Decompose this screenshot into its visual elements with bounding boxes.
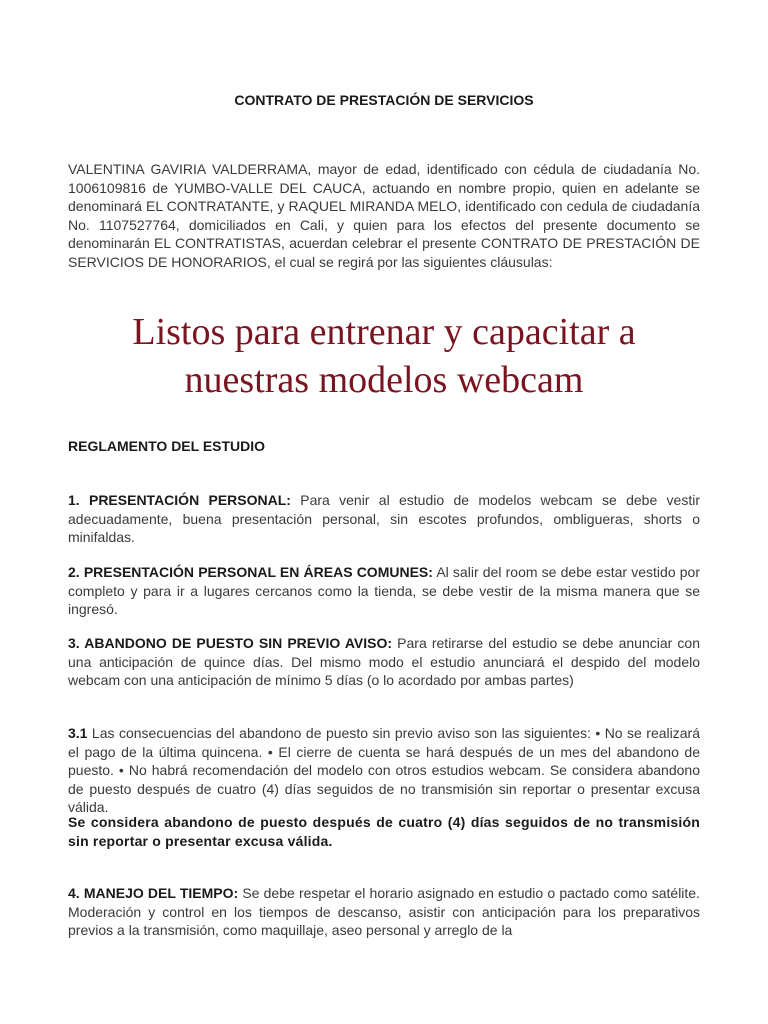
clause-4	[68, 884, 700, 940]
clause-3-label: 3. ABANDONO DE PUESTO SIN PREVIO AVISO:	[68, 635, 393, 651]
clause-2	[68, 563, 700, 619]
banner-line-2: nuestras modelos webcam	[184, 359, 584, 401]
clause-3-1-label: 3.1	[68, 725, 88, 741]
clause-4-text: Se debe respetar el horario asignado en estudio o pactado como satélite. Moderación y control en los tiempos de descanso, asistir con anticipación para los preparativos previos a la transmisión, como maquillaje, aseo personal y arreglo de la	[68, 885, 700, 938]
intro-paragraph: VALENTINA GAVIRIA VALDERRAMA, mayor de edad, identificado con cédula de ciudadanía No. 1006109816 de YUMBO-VALLE DEL CAUCA, actuando en nombre propio, quien en adelante se denominará EL CONTRATANTE, y RAQUEL MIRANDA MELO, identificado con cedula de ciudadanía No. 1107527764, domiciliados en Cali, y quien para los efectos del presente documento se denominarán EL CONTRATISTAS, acuerdan celebrar el presente CONTRATO DE PRESTACIÓN DE SERVICIOS DE HONORARIOS, el cual se regirá por las siguientes cláusulas:	[68, 161, 700, 270]
clause-1-label: 1. PRESENTACIÓN PERSONAL:	[68, 492, 291, 508]
clause-2-label: 2. PRESENTACIÓN PERSONAL EN ÁREAS COMUNES:	[68, 564, 433, 580]
banner-line-1: Listos para entrenar y capacitar a	[132, 311, 636, 353]
clause-2-text: Al salir del room se debe estar vestido por completo y para ir a lugares cercanos como la tienda, se debe vestir de la misma manera que se ingresó.	[68, 564, 701, 617]
clause-3-1-bold-note: Se considera abandono de puesto después de cuatro (4) días seguidos de no transmisión sin reportar o presentar excusa válida.	[68, 814, 700, 849]
section-heading: REGLAMENTO DEL ESTUDIO	[68, 438, 266, 454]
clause-3-text: Para retirarse del estudio se debe anunciar con una anticipación de quince días. Del mismo modo el estudio anunciará el despido del modelo webcam con una anticipación de mínimo 5 días (o lo acordado por ambas partes)	[68, 635, 700, 688]
clause-1	[68, 491, 700, 547]
clause-3-1	[68, 724, 700, 817]
clause-3-1-text: Las consecuencias del abandono de puesto sin previo aviso son las siguientes: • No se realizará el pago de la última quincena. • El cierre de cuenta se hará después de un mes del abandono de puesto. • No habrá recomendación del modelo con otros estudios webcam. Se considera abandono de puesto después de cuatro (4) días seguidos de no transmisión sin reportar o presentar excusa válida.	[68, 725, 700, 815]
clause-4-label: 4. MANEJO DEL TIEMPO:	[68, 885, 239, 901]
clause-3	[68, 634, 700, 690]
clause-1-text: Para venir al estudio de modelos webcam se debe vestir adecuadamente, buena presentación personal, sin escotes profundos, ombligueras, shorts o minifaldas.	[68, 492, 700, 545]
promo-banner	[28, 308, 740, 404]
document-title: CONTRATO DE PRESTACIÓN DE SERVICIOS	[234, 92, 534, 108]
